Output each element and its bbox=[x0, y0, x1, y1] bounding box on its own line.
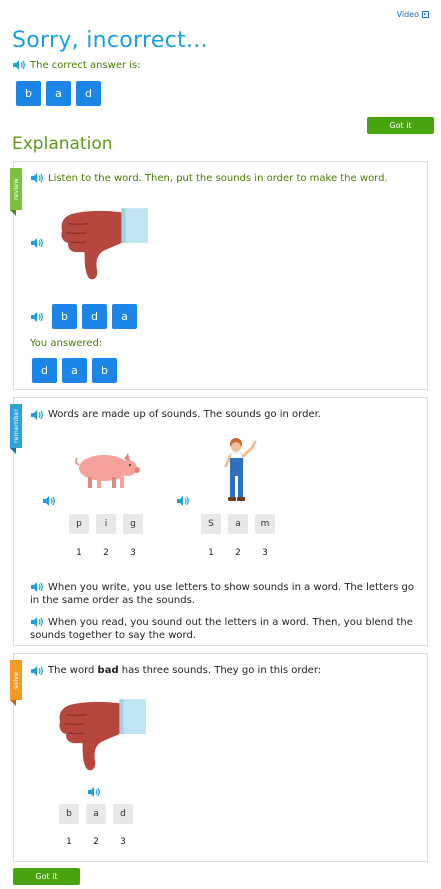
letter-tile: a bbox=[86, 804, 106, 824]
correct-answer-label: The correct answer is: bbox=[30, 59, 141, 71]
speaker-icon[interactable] bbox=[87, 786, 101, 798]
write-text: When you write, you use letters to show sounds in a word. The letters go in the same order as the sounds. bbox=[30, 582, 414, 606]
letter-tile: p bbox=[69, 514, 89, 534]
solve-letters bbox=[59, 804, 133, 824]
thumbs-down-image bbox=[58, 208, 150, 280]
pig-letters bbox=[69, 514, 143, 534]
read-text: When you read, you sound out the letters in a word. Then, you blend the sounds together to say the word. bbox=[30, 617, 413, 641]
sound-number: 3 bbox=[120, 837, 126, 847]
user-tile: d bbox=[32, 358, 57, 383]
answer-tile: b bbox=[16, 81, 41, 106]
boy-image bbox=[220, 436, 264, 502]
remember-ribbon: remember bbox=[10, 404, 22, 454]
remember-card bbox=[13, 397, 428, 646]
review-answer-row bbox=[30, 304, 137, 329]
remember-intro: Words are made up of sounds. The sounds go in order. bbox=[48, 409, 321, 420]
review-ribbon: review bbox=[10, 168, 22, 216]
read-paragraph bbox=[30, 616, 420, 642]
got-it-button[interactable]: Got it bbox=[13, 868, 80, 885]
write-paragraph bbox=[30, 581, 420, 607]
speaker-icon[interactable] bbox=[30, 311, 44, 323]
solve-card bbox=[13, 653, 428, 862]
review-instruction-row bbox=[30, 172, 388, 184]
speaker-icon[interactable] bbox=[30, 616, 44, 628]
explanation-title: Explanation bbox=[12, 134, 113, 154]
sound-number: 2 bbox=[235, 548, 241, 558]
letter-tile: m bbox=[255, 514, 275, 534]
pig-numbers bbox=[69, 548, 143, 558]
sound-number: 3 bbox=[262, 548, 268, 558]
solve-numbers bbox=[59, 837, 133, 847]
remember-intro-row bbox=[30, 408, 321, 421]
speaker-icon[interactable] bbox=[42, 495, 56, 507]
video-label: Video bbox=[396, 10, 419, 19]
speaker-icon[interactable] bbox=[30, 237, 44, 249]
sound-number: 1 bbox=[208, 548, 214, 558]
speaker-icon[interactable] bbox=[30, 409, 44, 421]
solve-text-row bbox=[30, 664, 321, 677]
sound-number: 3 bbox=[130, 548, 136, 558]
review-instruction: Listen to the word. Then, put the sounds in order to make the word. bbox=[48, 172, 388, 184]
review-card bbox=[13, 161, 428, 390]
sound-number: 1 bbox=[76, 548, 82, 558]
correct-answer-tiles bbox=[16, 81, 101, 106]
sam-letters bbox=[201, 514, 275, 534]
user-tile: b bbox=[92, 358, 117, 383]
sound-number: 2 bbox=[93, 837, 99, 847]
video-link[interactable] bbox=[397, 10, 429, 19]
letter-tile: d bbox=[113, 804, 133, 824]
answer-tile: b bbox=[52, 304, 77, 329]
correct-answer-prompt bbox=[12, 59, 141, 71]
sound-number: 2 bbox=[103, 548, 109, 558]
solve-ribbon: solve bbox=[10, 660, 22, 706]
speaker-icon[interactable] bbox=[176, 495, 190, 507]
letter-tile: i bbox=[96, 514, 116, 534]
answer-tile: d bbox=[82, 304, 107, 329]
user-tile: a bbox=[62, 358, 87, 383]
letter-tile: S bbox=[201, 514, 221, 534]
answer-tile: a bbox=[46, 81, 71, 106]
speaker-icon[interactable] bbox=[30, 665, 44, 677]
letter-tile: a bbox=[228, 514, 248, 534]
letter-tile: b bbox=[59, 804, 79, 824]
thumbs-down-image bbox=[56, 699, 148, 771]
sam-numbers bbox=[201, 548, 275, 558]
speaker-icon[interactable] bbox=[30, 581, 44, 593]
speaker-icon[interactable] bbox=[12, 59, 26, 71]
answer-tile: d bbox=[76, 81, 101, 106]
answer-tile: a bbox=[112, 304, 137, 329]
letter-tile: g bbox=[123, 514, 143, 534]
page-title: Sorry, incorrect... bbox=[12, 28, 208, 53]
user-answer-tiles bbox=[32, 358, 117, 383]
pig-image bbox=[72, 448, 142, 490]
you-answered-label: You answered: bbox=[30, 338, 103, 349]
play-icon bbox=[422, 11, 429, 18]
got-it-button[interactable]: Got it bbox=[367, 117, 434, 134]
speaker-icon[interactable] bbox=[30, 172, 44, 184]
solve-text: The word bad has three sounds. They go in this order: bbox=[48, 665, 322, 676]
sound-number: 1 bbox=[66, 837, 72, 847]
